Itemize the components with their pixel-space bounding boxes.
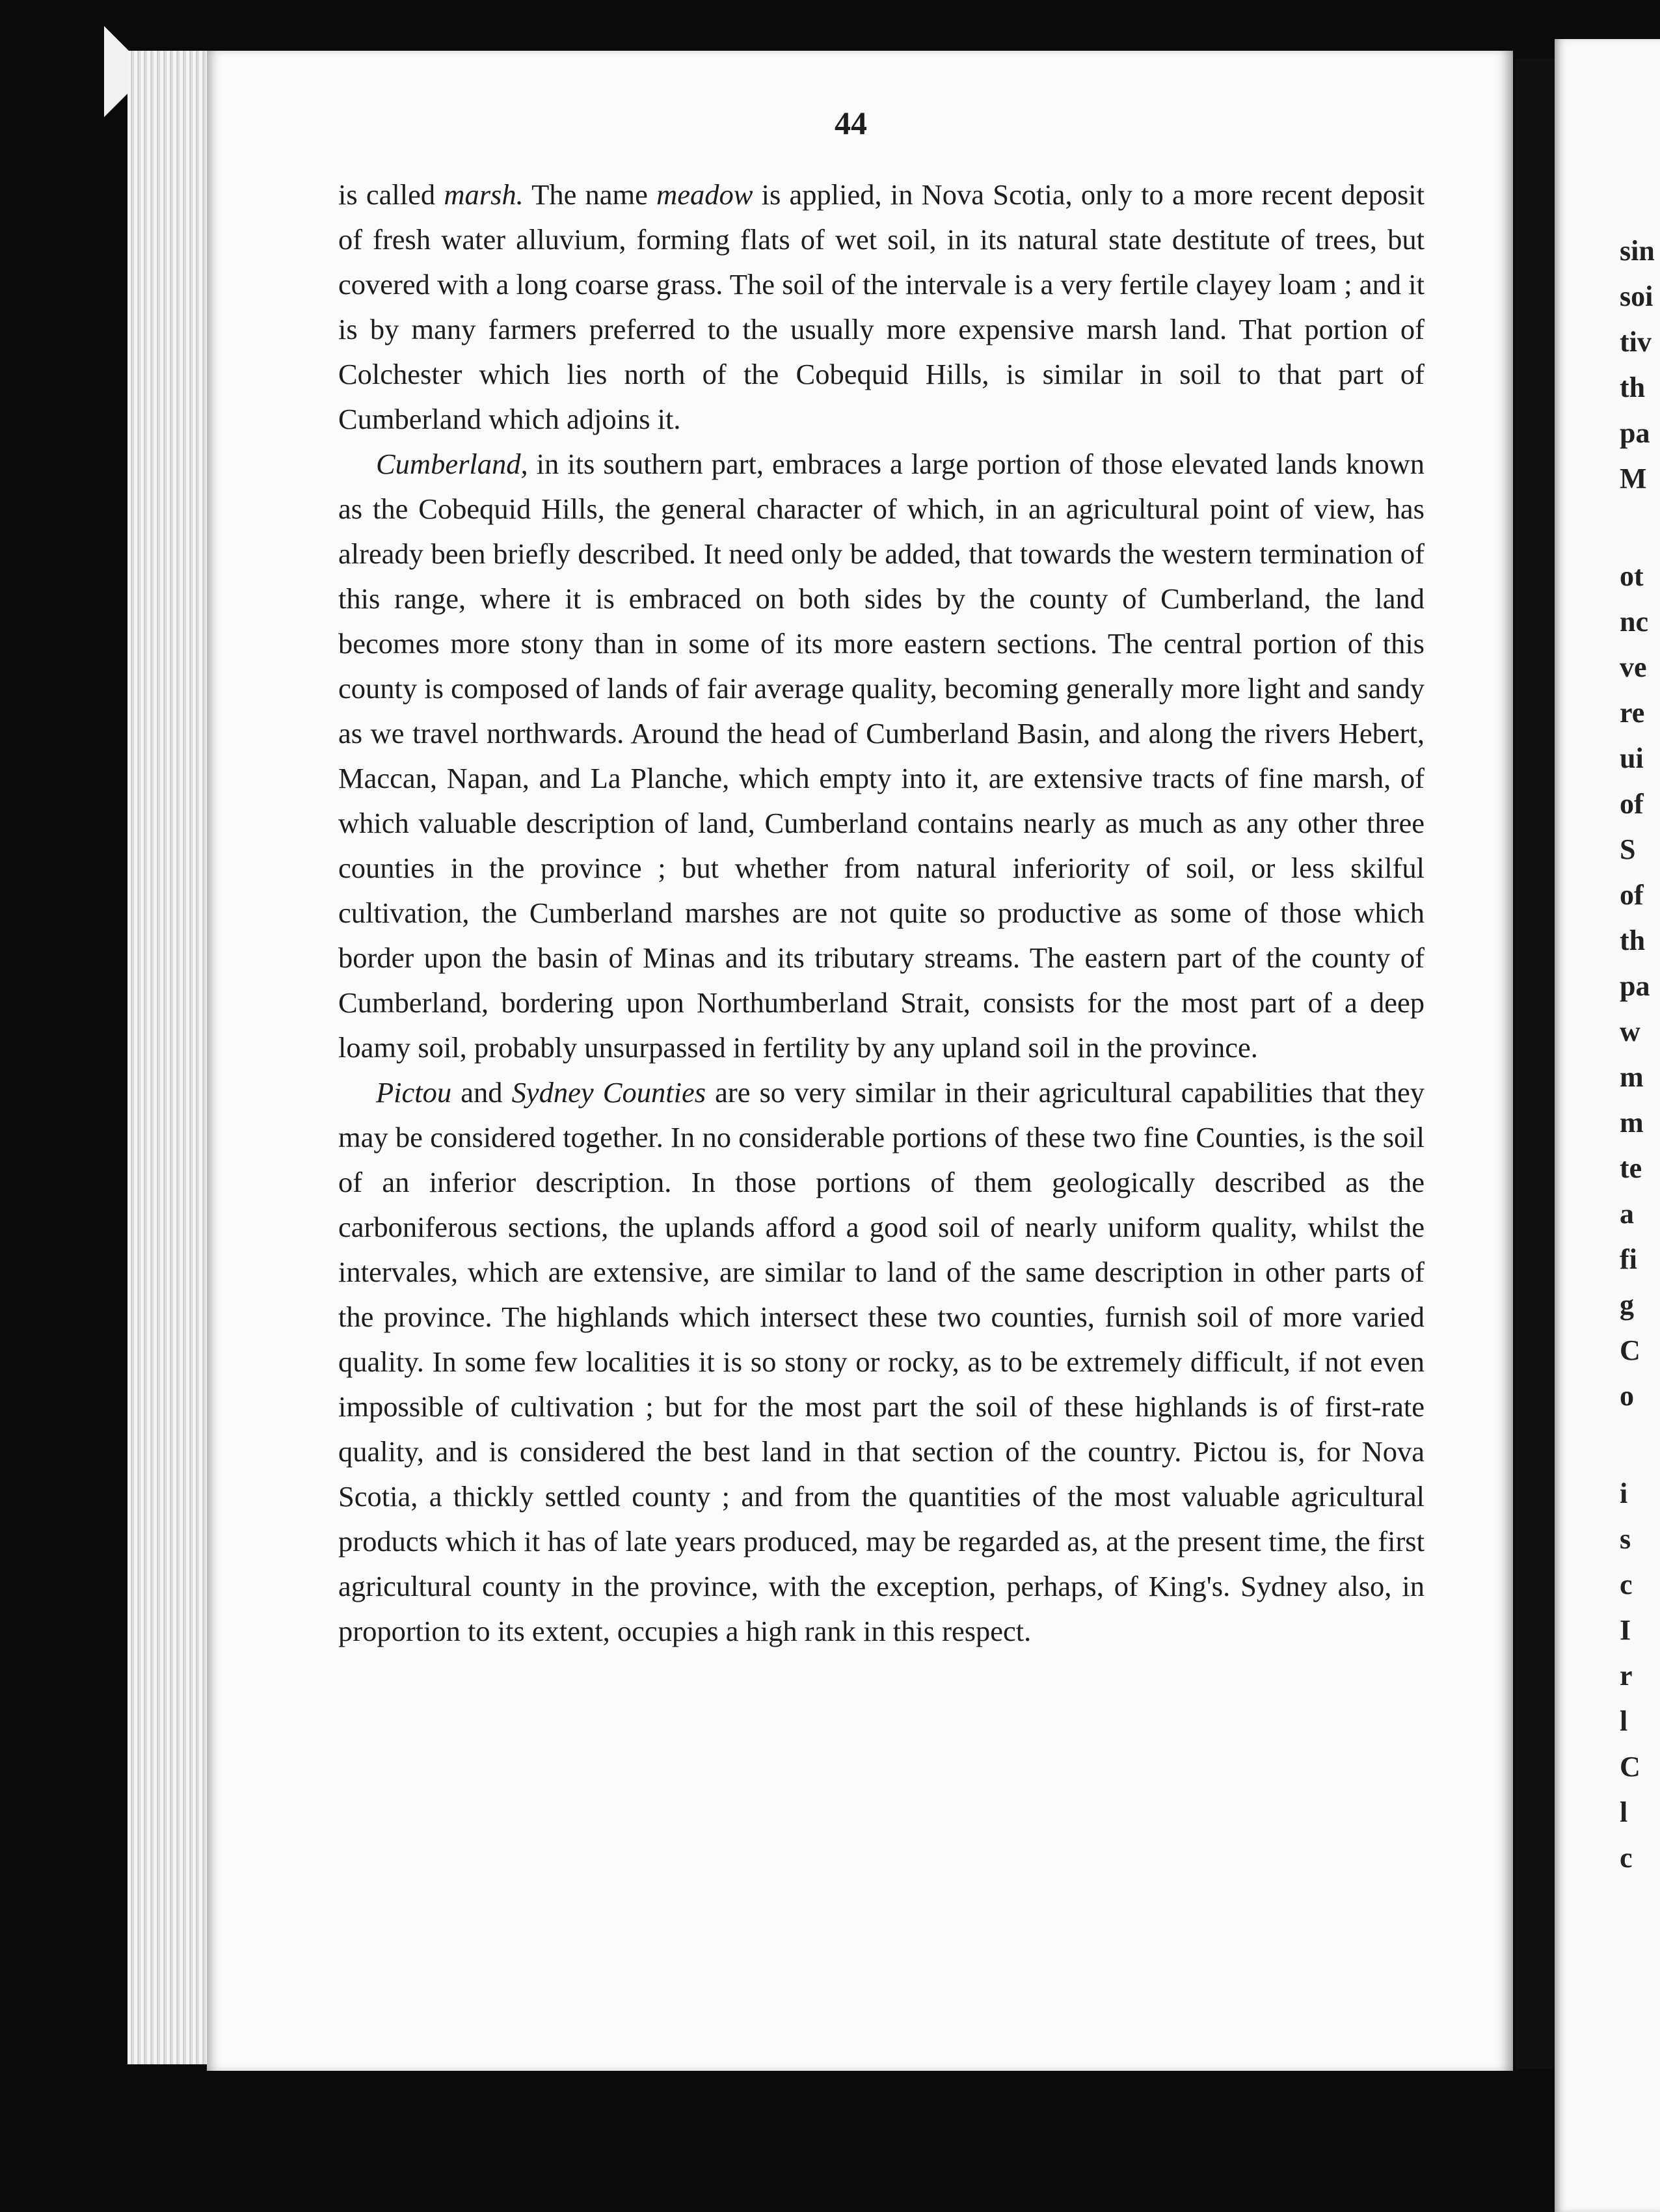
adjacent-page-fragment: s (1620, 1523, 1631, 1555)
adjacent-page-fragment: sin (1620, 235, 1655, 267)
adjacent-page-fragment: pa (1620, 417, 1650, 449)
adjacent-page-fragment: th (1620, 371, 1646, 403)
book-gutter (1516, 59, 1555, 2069)
text-run: in its southern part, embraces a large portion of those elevated lands known as the Cobequid Hills, the general character of which, in an agricultural point of view, has already been briefly described. It need only be added, that towards the western termination of this range, where it is embraced on both sides by the county of Cumberland, the land becomes more stony than in some of its more eastern sections. The central portion of this county is composed of lands of fair average quality, becoming generally more light and sandy as we travel northwards. Around the head of Cumberland Basin, and along the rivers Hebert, Maccan, Napan, and La Planche, which empty into it, are extensive tracts of fine marsh, of which valuable description of land, Cumberland contains nearly as much as any other three counties in the province ; but whether from natural inferiority of soil, or less skilful cultivation, the Cumberland marshes are not quite so productive as some of those which border upon the basin of Minas and its tributary streams. The eastern part of the county of Cumberland, bordering upon Northumberland Strait, consists for the most part of a deep loamy soil, probably unsurpassed in fertility by any upland soil in the province. (338, 448, 1425, 1064)
adjacent-page-fragment: pa (1620, 970, 1650, 1002)
text-run: and (451, 1076, 512, 1109)
adjacent-page-fragment: ve (1620, 651, 1647, 683)
text-run: are so very similar in their agricultural capabilities that they may be considered together. In no considerable portions of these two fine Counties, is the soil of an inferior description. In those portions of them geologically described as the carboniferous sections, the uplands afford a good soil of nearly uniform quality, whilst the intervales, which are extensive, are similar to land of the same description in other parts of the province. The highlands which intersect these two counties, furnish soil of more varied quality. In some few localities it is so stony or rocky, as to be extremely difficult, if not even impossible of cultivation ; but for the most part the soil of these highlands is of first-rate quality, and is considered the best land in that section of the country. Pictou is, for Nova Scotia, a thickly settled county ; and from the quantities of the most valuable agricultural products which it has of late years produced, may be regarded as, at the present time, the first agricultural county in the province, with the exception, perhaps, of King's. Sydney also, in proportion to its extent, occupies a high rank in this respect. (338, 1076, 1425, 1647)
paragraph-marsh-meadow (338, 172, 1425, 442)
adjacent-page-fragment: of (1620, 788, 1644, 820)
adjacent-page-fragment: I (1620, 1614, 1631, 1646)
adjacent-page-fragment: re (1620, 697, 1645, 729)
adjacent-page-fragment: te (1620, 1152, 1642, 1184)
adjacent-page-fragment: r (1620, 1660, 1633, 1692)
adjacent-page-fragment: c (1620, 1842, 1633, 1874)
adjacent-page-fragment: ot (1620, 560, 1644, 592)
adjacent-page-fragment: ui (1620, 742, 1644, 774)
adjacent-page-fragment: i (1620, 1477, 1628, 1509)
adjacent-page-fragment: g (1620, 1289, 1634, 1321)
adjacent-page-fragment: o (1620, 1380, 1634, 1412)
adjacent-page-fragment: C (1620, 1334, 1640, 1366)
adjacent-page-fragment: a (1620, 1198, 1634, 1230)
adjacent-page-fragment: m (1620, 1107, 1644, 1139)
adjacent-page-fragment: c (1620, 1569, 1633, 1600)
italic-text: meadow (656, 178, 753, 211)
adjacent-page-fragment: nc (1620, 606, 1648, 638)
text-run: is called (338, 178, 444, 211)
adjacent-page-fragment: th (1620, 924, 1646, 956)
paragraph-cumberland (338, 442, 1425, 1070)
italic-text: Sydney Counties (511, 1076, 706, 1109)
page-edges (127, 51, 212, 2064)
paragraph-pictou-sydney (338, 1070, 1425, 1654)
body-text (338, 172, 1425, 1654)
text-run: is applied, in Nova Scotia, only to a more recent deposit of fresh water alluvium, forming flats of wet soil, in its natural state destitute of trees, but covered with a long coarse grass. The soil of the intervale is a very fertile clayey loam ; and it is by many farmers preferred to the usually more expensive marsh land. That portion of Colchester which lies north of the Cobequid Hills, is similar in soil to that part of Cumberland which adjoins it. (338, 178, 1425, 435)
text-run: The name (523, 178, 657, 211)
page-number: 44 (835, 105, 867, 141)
adjacent-page-fragment: of (1620, 879, 1644, 911)
adjacent-page-fragment: M (1620, 463, 1647, 494)
adjacent-page-fragment: tiv (1620, 326, 1652, 358)
adjacent-page-fragment: S (1620, 833, 1636, 865)
adjacent-page-fragment: l (1620, 1705, 1628, 1737)
adjacent-page-fragment: C (1620, 1751, 1640, 1783)
adjacent-page-fragment: m (1620, 1061, 1644, 1093)
italic-text: Cumberland, (376, 448, 528, 480)
italic-text: marsh. (444, 178, 524, 211)
adjacent-page (1555, 39, 1660, 2212)
adjacent-page-fragment: l (1620, 1796, 1628, 1828)
adjacent-page-fragment: w (1620, 1016, 1640, 1047)
adjacent-page-fragment: soi (1620, 280, 1653, 312)
italic-text: Pictou (376, 1076, 452, 1109)
adjacent-page-fragment: fi (1620, 1243, 1637, 1275)
